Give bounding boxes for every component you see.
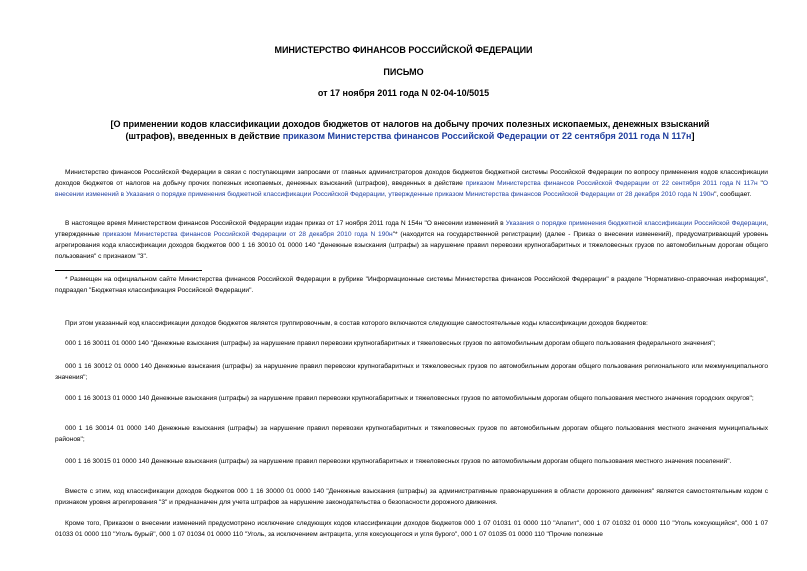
subject-text: [О применении кодов классификации доходов бюджетов от налогов на добычу прочих полезных ископаемых, денежных взысканий (штрафов), введенных в действие bbox=[110, 119, 710, 141]
p1-mid: " bbox=[757, 180, 763, 187]
date-number-heading: от 17 ноября 2011 года N 02-04-10/5015 bbox=[317, 88, 490, 98]
code-item: 000 1 16 30015 01 0000 140 Денежные взыскания (штрафы) за нарушение правил перевозки крупногабаритных и тяжеловесных грузов по автомобильным дорогам общего пользования местного значения поселений". bbox=[65, 458, 732, 465]
paragraph-2 bbox=[55, 218, 768, 262]
code-item: 000 1 16 30012 01 0000 140 Денежные взыскания (штрафы) за нарушение правил перевозки крупногабаритных и тяжеловесных грузов по автомобильным дорогам общего пользования регионального или межмуниципального значения"; bbox=[55, 363, 768, 381]
p2-text: В настоящее время Министерством финансов Российской Федерации издан приказ от 17 ноября 2011 года N 154н "О внесении изменений в bbox=[65, 220, 506, 227]
subject-order-link[interactable]: приказом Министерства финансов Российской Федерации от 22 сентября 2011 года N 117н bbox=[282, 131, 692, 141]
p1-end: ", сообщает. bbox=[714, 191, 752, 198]
p2-end: "* (находится на государственной регистрации) (далее - Приказ о внесении изменений), предусматривающий уровень агрегирования кода классификации доходов бюджетов 000 1 16 30010 01 0000 140 "Денежные взыскания (штрафы) за нарушение правил перевозки крупногабаритных и тяжеловесных грузов по автомобильным дорогам общего пользования" с признаком "3". bbox=[55, 231, 769, 260]
paragraph-3: При этом указанный код классификации доходов бюджетов является группировочным, в состав которого включаются следующие самостоятельные коды классификации доходов бюджетов: bbox=[65, 320, 648, 327]
code-item: 000 1 16 30011 01 0000 140 "Денежные взыскания (штрафы) за нарушение правил перевозки крупногабаритных и тяжеловесных грузов по автомобильным дорогам общего пользования федерального значения"; bbox=[65, 340, 716, 347]
p1-text: Министерство финансов Российской Федерации в связи с поступающими запросами от главных администраторов доходов бюджетов бюджетной системы Российской Федерации по вопросу применения кодов классификации доходов бюджетов от налогов на добычу прочих полезных ископаемых, денежных взысканий (штрафов), введенных в действие bbox=[55, 169, 768, 187]
subject-title bbox=[90, 118, 730, 142]
paragraph-1 bbox=[55, 167, 768, 200]
ministry-heading: МИНИСТЕРСТВО ФИНАНСОВ РОССИЙСКОЙ ФЕДЕРАЦИИ bbox=[274, 45, 533, 55]
code-item: 000 1 16 30013 01 0000 140 Денежные взыскания (штрафы) за нарушение правил перевозки крупногабаритных и тяжеловесных грузов по автомобильным дорогам общего пользования местного значения городских округов"; bbox=[65, 395, 754, 402]
p2-mid: , утвержденные bbox=[55, 220, 768, 238]
paragraph-4: Вместе с этим, код классификации доходов бюджетов 000 1 16 30000 01 0000 140 "Денежные взыскания (штрафы) за административные правонарушения в области дорожного движения" является самостоятельным кодом с признаком уровня агрегирования "3" и предназначен для учета штрафов за нарушение законодательства о безопасности дорожного движения. bbox=[55, 488, 768, 506]
footnote: * Размещен на официальном сайте Министерства финансов Российской Федерации в рубрике "Информационные системы Министерства финансов Российской Федерации" в разделе "Нормативно-справочная информация", подраздел "Бюджетная классификация Российской Федерации". bbox=[55, 276, 768, 294]
code-item: 000 1 16 30014 01 0000 140 Денежные взыскания (штрафы) за нарушение правил перевозки крупногабаритных и тяжеловесных грузов по автомобильным дорогам общего пользования местного значения муниципальных районов"; bbox=[55, 425, 768, 443]
p1-amendment-link[interactable]: О внесении изменений в Указания о порядке применения бюджетной классификации Российской Федерации, утвержденные приказом Министерства финансов Российской Федерации от 28 декабря 2010 года N 190н bbox=[55, 180, 768, 198]
footnote-divider bbox=[55, 270, 202, 271]
doc-type-heading: ПИСЬМО bbox=[383, 67, 424, 77]
paragraph-5: Кроме того, Приказом о внесении изменений предусмотрено исключение следующих кодов классификации доходов бюджетов 000 1 07 01031 01 0000 110 "Апатит", 000 1 07 01032 01 0000 110 "Уголь коксующийся", 000 1 07 01033 01 0000 110 "Уголь бурый", 000 1 07 01034 01 0000 110 "Уголь, за исключением антрацита, угля коксующегося и угля бурого", 000 1 07 01035 01 0000 110 "Прочие полезные bbox=[55, 520, 768, 538]
p2-instructions-link[interactable]: Указания о порядке применения бюджетной классификации Российской Федерации bbox=[505, 220, 767, 227]
p2-order-link[interactable]: приказом Министерства финансов Российской Федерации от 28 декабря 2010 года N 190н bbox=[102, 231, 393, 238]
p1-order-link[interactable]: приказом Министерства финансов Российской Федерации от 22 сентября 2011 года N 117н bbox=[465, 180, 758, 187]
subject-end: ] bbox=[691, 131, 695, 141]
